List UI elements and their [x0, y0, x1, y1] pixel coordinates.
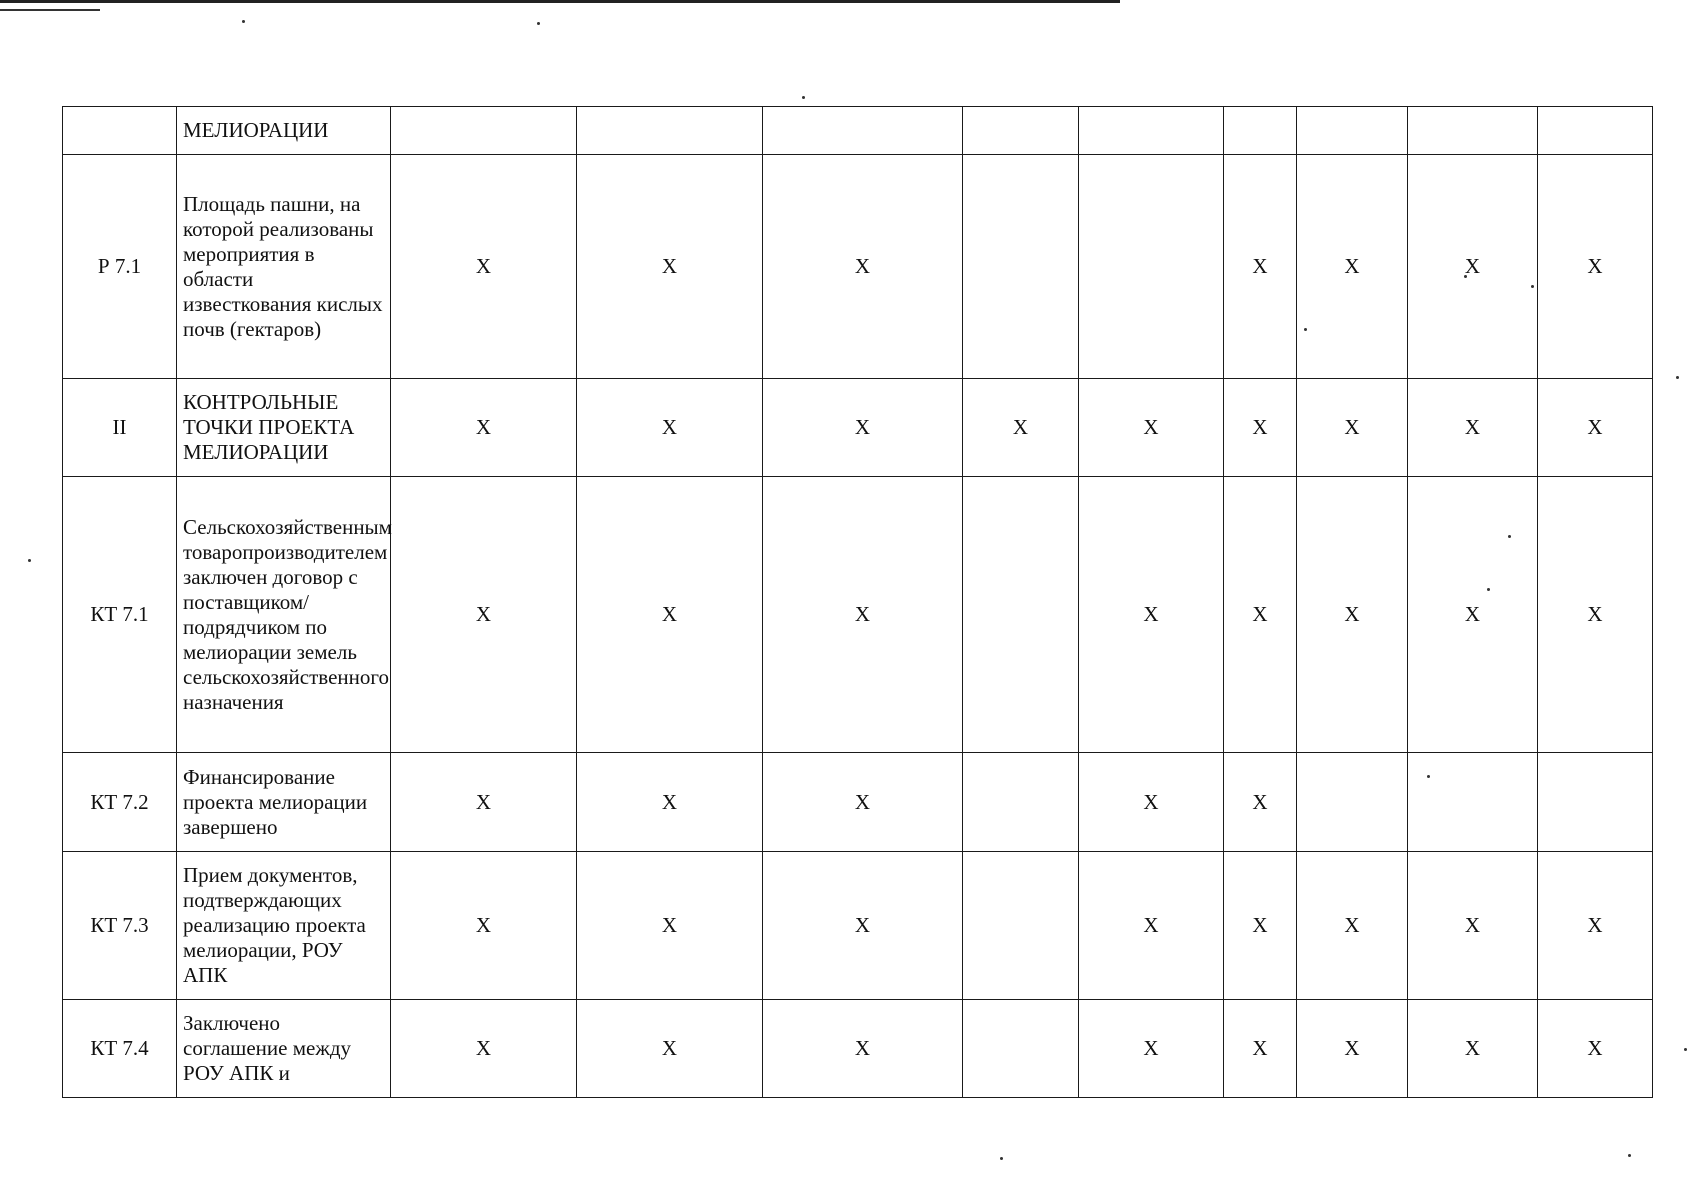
mark-cell: X — [391, 477, 577, 753]
mark-cell: X — [1538, 477, 1653, 753]
mark-cell: X — [391, 852, 577, 1000]
mark-cell: X — [577, 155, 763, 379]
mark-cell — [963, 1000, 1079, 1098]
mark-cell: X — [763, 155, 963, 379]
scan-speck — [1000, 1157, 1003, 1160]
mark-cell: X — [1224, 852, 1297, 1000]
mark-cell: X — [963, 379, 1079, 477]
mark-cell: X — [391, 155, 577, 379]
scan-speck — [1676, 376, 1679, 379]
mark-cell — [1408, 753, 1538, 852]
mark-cell: X — [763, 852, 963, 1000]
table-row — [63, 852, 1653, 1000]
row-name-cell: Заключено соглашение между РОУ АПК и — [177, 1000, 391, 1098]
mark-cell: X — [1297, 477, 1408, 753]
mark-cell: X — [391, 379, 577, 477]
mark-cell: X — [763, 477, 963, 753]
mark-cell: X — [763, 753, 963, 852]
row-code-cell: КТ 7.1 — [63, 477, 177, 753]
mark-cell — [1538, 753, 1653, 852]
scan-speck — [28, 559, 31, 562]
mark-cell: X — [577, 379, 763, 477]
scan-speck — [802, 96, 805, 99]
mark-cell: X — [391, 1000, 577, 1098]
mark-cell: X — [577, 753, 763, 852]
row-code-cell: КТ 7.4 — [63, 1000, 177, 1098]
mark-cell: X — [1408, 477, 1538, 753]
mark-cell — [963, 477, 1079, 753]
mark-cell: X — [1408, 852, 1538, 1000]
mark-cell — [1297, 753, 1408, 852]
mark-cell: X — [1224, 155, 1297, 379]
table-row — [63, 155, 1653, 379]
mark-cell: X — [1079, 379, 1224, 477]
row-code-cell: II — [63, 379, 177, 477]
mark-cell — [1538, 107, 1653, 155]
mark-cell — [963, 852, 1079, 1000]
mark-cell — [1079, 155, 1224, 379]
table-row — [63, 107, 1653, 155]
mark-cell — [1297, 107, 1408, 155]
mark-cell: X — [1297, 155, 1408, 379]
table-row — [63, 753, 1653, 852]
mark-cell: X — [1538, 852, 1653, 1000]
table-row — [63, 1000, 1653, 1098]
mark-cell: X — [577, 852, 763, 1000]
row-code-cell: Р 7.1 — [63, 155, 177, 379]
row-name-cell: Сельскохозяйственным товаропроизводителем заключен договор с поставщиком/подрядчиком по мелиорации земель сельскохозяйственного назначения — [177, 477, 391, 753]
mark-cell: X — [1538, 155, 1653, 379]
mark-cell: X — [1538, 379, 1653, 477]
scan-speck — [1628, 1154, 1631, 1157]
row-code-cell: КТ 7.3 — [63, 852, 177, 1000]
mark-cell: X — [1538, 1000, 1653, 1098]
mark-cell — [1079, 107, 1224, 155]
row-name-cell: Площадь пашни, на которой реализованы мероприятия в области известкования кислых почв (гектаров) — [177, 155, 391, 379]
mark-cell — [963, 107, 1079, 155]
page-top-border — [0, 0, 1120, 3]
mark-cell: X — [1408, 1000, 1538, 1098]
mark-cell: X — [391, 753, 577, 852]
mark-cell — [577, 107, 763, 155]
row-code-cell: КТ 7.2 — [63, 753, 177, 852]
mark-cell: X — [1408, 155, 1538, 379]
row-name-cell: Финансирование проекта мелиорации завершено — [177, 753, 391, 852]
row-name-cell: МЕЛИОРАЦИИ — [177, 107, 391, 155]
scan-speck — [537, 22, 540, 25]
scan-speck — [1684, 1048, 1687, 1051]
mark-cell: X — [577, 477, 763, 753]
scan-speck — [242, 20, 245, 23]
table-body — [63, 107, 1653, 1098]
row-name-cell: КОНТРОЛЬНЫЕ ТОЧКИ ПРОЕКТА МЕЛИОРАЦИИ — [177, 379, 391, 477]
mark-cell: X — [1224, 379, 1297, 477]
row-name-cell: Прием документов, подтверждающих реализацию проекта мелиорации, РОУ АПК — [177, 852, 391, 1000]
row-code-cell — [63, 107, 177, 155]
mark-cell: X — [1408, 379, 1538, 477]
mark-cell — [963, 753, 1079, 852]
mark-cell: X — [1224, 477, 1297, 753]
mark-cell: X — [1297, 379, 1408, 477]
mark-cell: X — [1079, 1000, 1224, 1098]
mark-cell: X — [1224, 1000, 1297, 1098]
mark-cell: X — [1079, 753, 1224, 852]
mark-cell: X — [763, 379, 963, 477]
mark-cell: X — [1079, 852, 1224, 1000]
mark-cell: X — [577, 1000, 763, 1098]
table-row — [63, 379, 1653, 477]
mark-cell: X — [1297, 852, 1408, 1000]
mark-cell — [1408, 107, 1538, 155]
mark-cell: X — [1297, 1000, 1408, 1098]
mark-cell — [763, 107, 963, 155]
mark-cell — [1224, 107, 1297, 155]
mark-cell — [963, 155, 1079, 379]
measures-table — [62, 106, 1653, 1098]
mark-cell: X — [1224, 753, 1297, 852]
mark-cell: X — [1079, 477, 1224, 753]
table-row — [63, 477, 1653, 753]
mark-cell: X — [763, 1000, 963, 1098]
mark-cell — [391, 107, 577, 155]
page-top-border-fragment — [0, 9, 100, 11]
